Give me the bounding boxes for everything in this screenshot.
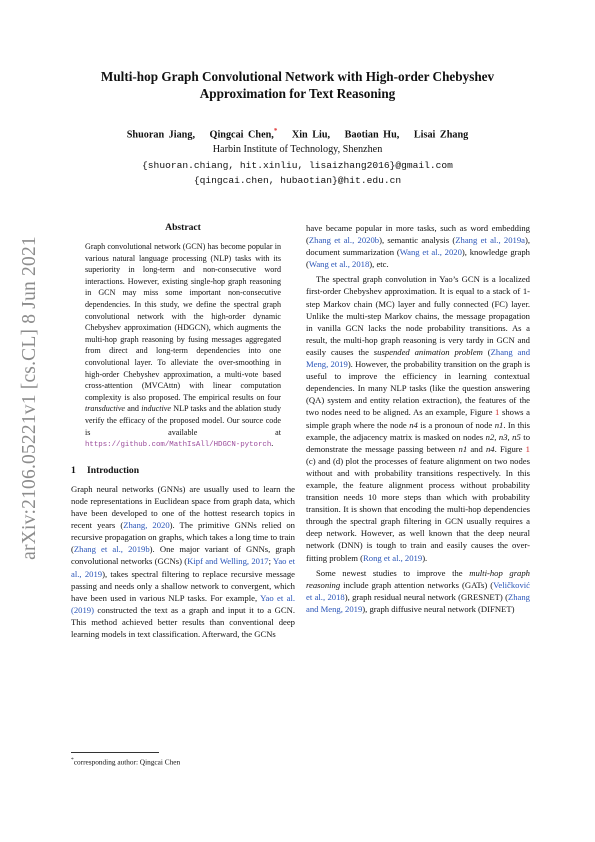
affiliation: Harbin Institute of Technology, Shenzhen [212,144,383,156]
body-paragraph-2: The spectral graph convolution in Yao’s GCN is a localized first-order Chebyshev approximation. It is equal to a stack of 1-step Markov chain (MC) layer and fully connected (FC) layer. Unlike the multi-step Markov chains, the message propagation in vanilla GCN lacks the node probability transitions. As a result, the multi-hop graph reasoning is very tardy in GCN and easily causes the suspended animation problem (Zhang and Meng, 2019). However, the probability transition on the graph is useful to improve the efficiency in learning contextual dependencies. In many NLP tasks (like the question answering (QA) system and entity relation extraction), the features of the two nodes need to be aligned. As an example, Figure 1 shows a simple graph where the node n4 is a pronoun of node n1. In this example, the adjacency matrix is masked on nodes n2, n3, n5 to demonstrate the message passing between n1 and n4. Figure 1 (c) and (d) plot the processes of feature alignment on two nodes without and with probability transitions respectively. In this example, the feature alignment process without probability transition needs 10 more steps than which with probability transition. It is shown that encoding the multi-hop dependencies through the spectral graph filtering in GCN usually requires a deep network. However, as well known that the deep neural network (DNN) is tough to train and easily causes the over-fitting problem (Rong et al., 2019). [306,274,531,563]
introduction-paragraph: Graph neural networks (GNNs) are usually used to learn the node representations in Euclidean space from graph data, which have been developed to one of the hottest research topics in recent years (Zhang, 2020). The primitive GNNs relied on recursive propagation on graphs, which takes a long time to train (Zhang et al., 2019b). One major variant of GNNs, graph convolutional networks (GCNs) (Kipf and Welling, 2017; Yao et al., 2019), takes spectral filtering to replace recursive message passing and needs only a shallow network to convergent, which have been used in various NLP tasks. For example, Yao et al. (2019) constructed the text as a graph and input it to a GCN. This method achieved better results than conventional deep learning models in text classification. Afterward, the GCNs [71,483,296,639]
citation-link[interactable]: Yao et al. (2019) [71,592,295,615]
title-line-1: Multi-hop Graph Convolutional Network with High-order Chebyshev [100,69,495,84]
footnote-text: corresponding author: Qingcai Chen [73,757,181,767]
citation-link[interactable]: Rong et al., 2019 [363,552,423,563]
introduction-heading: 1 Introduction [71,464,140,476]
title-line-2: Approximation for Text Reasoning [199,86,396,101]
arxiv-identifier-stamp [10,188,50,608]
footnote [71,752,295,766]
citation-link[interactable]: Wang et al., 2020 [399,247,462,258]
citation-link[interactable]: Wang et al., 2018 [308,259,370,270]
body-paragraph-1: have became popular in more tasks, such as word embedding (Zhang et al., 2020b), semantic analysis (Zhang et al., 2019a), document summarization (Wang et al., 2020), knowledge graph (Wang et al., 2018), etc. [306,223,531,270]
citation-link[interactable]: Yao et al., 2019 [71,556,296,579]
author-block [60,124,535,188]
citation-link[interactable]: Veličković et al., 2018 [306,579,530,602]
figure-reference-link[interactable]: 1 [495,407,500,418]
figure-reference-link[interactable]: 1 [525,443,530,454]
paper-title [60,68,535,102]
abstract-body: Graph convolutional network (GCN) has become popular in various natural language processing (NLP) tasks with its superiority in long-term and non-consecutive word interactions. However, existing single-hop graph reasoning in GCN may miss some important non-consecutive dependencies. In this study, we define the spectral graph convolutional network with the high-order dynamic Chebyshev approximation (HDGCN), which augments the multi-hop graph reasoning by fusing messages aggregated from direct and long-term dependencies into one convolutional layer. To alleviate the over-smoothing in high-order Chebyshev approximation, a multi-vote based cross-attention (MVCAttn) with linear computation complexity is also proposed. The empirical results on four transductive and inductive NLP tasks and the ablation study verify the efficacy of the proposed model. Our source code is available at https://github.com/MathIsAll/HDGCN-pytorch. [85,242,281,450]
email-line-1: {shuoran.chiang, hit.xinliu, lisaizhang2016}@gmail.com [142,160,453,172]
citation-link[interactable]: Zhang, 2020 [123,520,170,531]
left-column [71,222,295,640]
author-1: Shuoran Jiang, [126,129,195,141]
body-paragraph-3: Some newest studies to improve the multi-hop graph reasoning include graph attention networks (GATs) (Veličković et al., 2018), graph residual neural network (GRESNET) (Zhang and Meng, 2019), graph diffusive neural network (DIFNET) [306,567,530,614]
author-3: Xin Liu, [291,129,331,141]
right-column [306,222,530,615]
citation-link[interactable]: Zhang et al., 2020b [308,235,380,246]
citation-link[interactable]: Zhang et al., 2019b [73,544,150,555]
corresponding-author-mark: * [273,127,278,135]
arxiv-identifier-text: arXiv:2106.05221v1 [cs.CL] 8 Jun 2021 [19,236,40,560]
author-2: Qingcai Chen, [209,129,274,141]
author-4: Baotian Hu, [344,129,400,141]
source-code-link[interactable]: https://github.com/MathIsAll/HDGCN-pytorch [85,441,272,450]
author-5: Lisai Zhang [413,129,469,141]
email-line-2: {qingcai.chen, hubaotian}@hit.edu.cn [193,175,402,187]
citation-link[interactable]: Zhang and Meng, 2019 [306,346,531,370]
citation-link[interactable]: Zhang et al., 2019a [455,235,525,246]
author-names [60,124,535,142]
citation-link[interactable]: Kipf and Welling, 2017 [187,556,269,567]
footnote-mark: * [71,757,74,763]
abstract-heading: Abstract [165,222,201,233]
footnote-rule [71,752,159,753]
citation-link[interactable]: Zhang and Meng, 2019 [306,591,530,614]
